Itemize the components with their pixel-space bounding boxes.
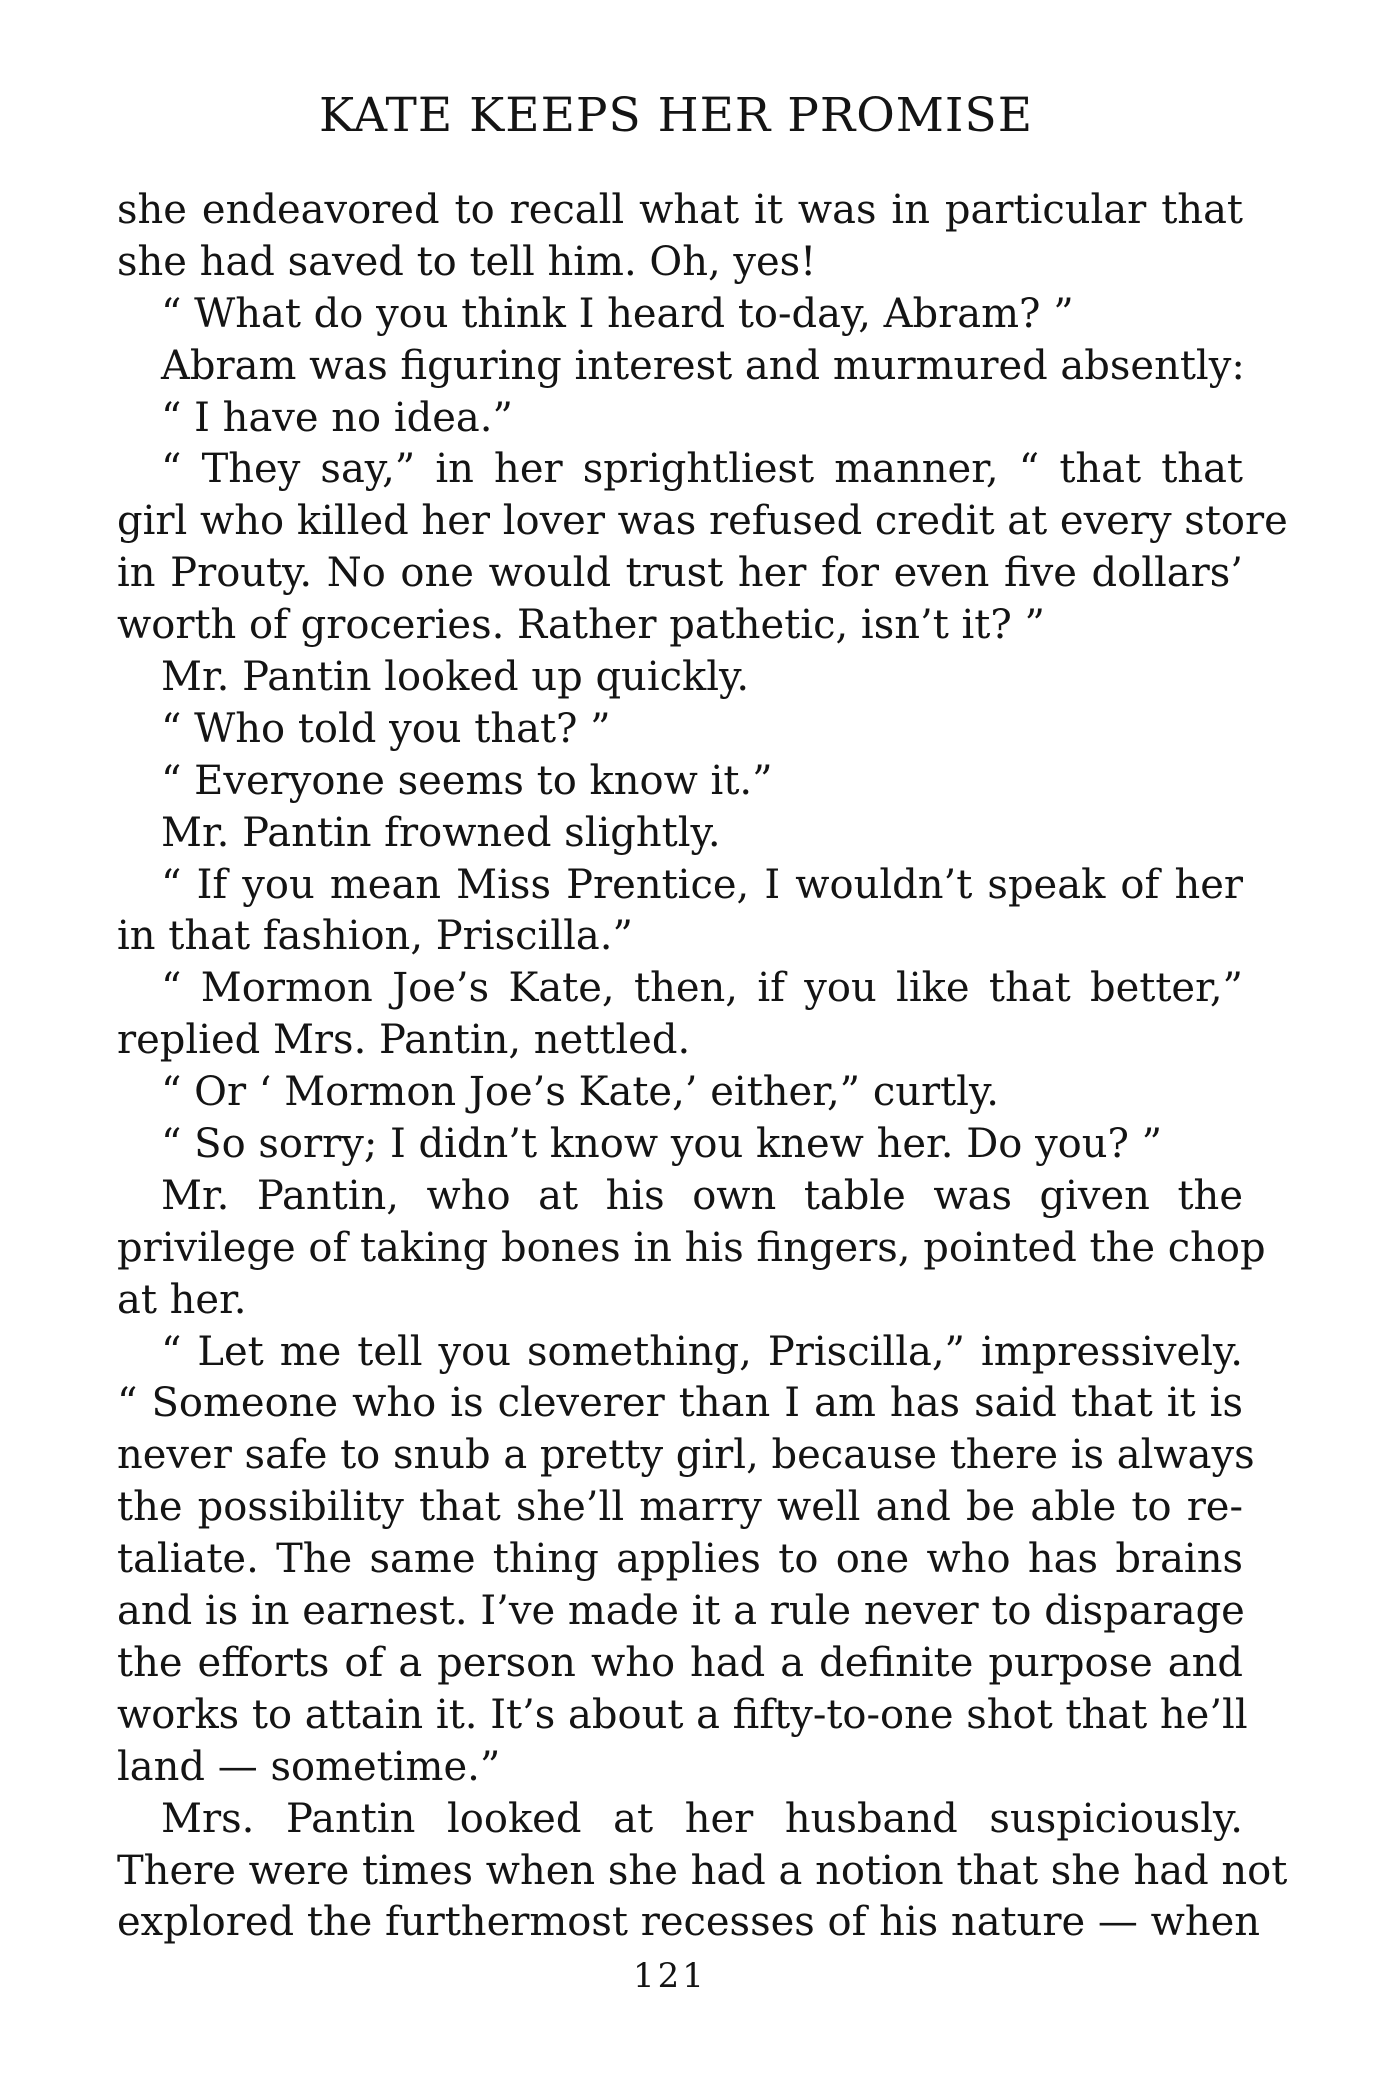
text-line-32: Mrs. Pantin looked at her husband suspiciously.: [161, 1795, 1243, 1842]
text-line-33: There were times when she had a notion that she had not: [117, 1847, 1288, 1894]
running-head: KATE KEEPS HER PROMISE: [318, 88, 1034, 143]
text-line-9: worth of groceries. Rather pathetic, isn’t it? ”: [117, 602, 1045, 649]
text-line-20: Mr. Pantin, who at his own table was given the: [161, 1172, 1243, 1219]
text-line-15: in that fashion, Priscilla.”: [117, 913, 633, 960]
text-line-19: “ So sorry; I didn’t know you knew her. Do you? ”: [161, 1121, 1163, 1168]
page-number: 121: [633, 1956, 707, 1996]
text-line-18: “ Or ‘ Mormon Joe’s Kate,’ either,” curtly.: [161, 1069, 999, 1116]
text-line-21: privilege of taking bones in his fingers, pointed the chop: [117, 1224, 1266, 1271]
text-line-7: girl who killed her lover was refused credit at every store: [117, 498, 1288, 545]
text-line-11: “ Who told you that? ”: [161, 705, 611, 752]
text-line-13: Mr. Pantin frowned slightly.: [161, 809, 721, 856]
text-line-5: “ I have no idea.”: [161, 394, 513, 441]
body-text: [117, 185, 1288, 1949]
text-line-8: in Prouty. No one would trust her for even five dollars’: [117, 550, 1243, 597]
text-line-30: works to attain it. It’s about a fifty-to-one shot that he’ll: [117, 1691, 1248, 1738]
text-line-31: land — sometime.”: [117, 1743, 501, 1790]
text-line-28: and is in earnest. I’ve made it a rule never to disparage: [117, 1588, 1245, 1635]
text-line-16: “ Mormon Joe’s Kate, then, if you like that better,”: [161, 965, 1243, 1012]
text-line-25: never safe to snub a pretty girl, because there is always: [117, 1432, 1255, 1479]
text-line-26: the possibility that she’ll marry well and be able to re-: [117, 1484, 1243, 1531]
text-line-23: “ Let me tell you something, Priscilla,” impressively.: [161, 1328, 1243, 1375]
text-line-27: taliate. The same thing applies to one who has brains: [117, 1536, 1243, 1583]
text-line-6: “ They say,” in her sprightliest manner, “ that that: [161, 446, 1243, 493]
text-line-12: “ Everyone seems to know it.”: [161, 757, 773, 804]
text-line-17: replied Mrs. Pantin, nettled.: [117, 1017, 691, 1064]
text-line-4: Abram was figuring interest and murmured absently:: [161, 342, 1245, 389]
text-line-10: Mr. Pantin looked up quickly.: [161, 654, 750, 701]
text-line-34: explored the furthermost recesses of his nature — when: [117, 1899, 1261, 1946]
text-line-29: the efforts of a person who had a definite purpose and: [117, 1639, 1243, 1686]
text-line-2: she had saved to tell him. Oh, yes!: [117, 238, 817, 285]
text-line-24: “ Someone who is cleverer than I am has said that it is: [117, 1380, 1243, 1427]
text-line-1: she endeavored to recall what it was in particular that: [117, 187, 1243, 233]
text-line-22: at her.: [117, 1276, 247, 1323]
text-line-3: “ What do you think I heard to-day, Abram? ”: [161, 290, 1074, 337]
text-line-14: “ If you mean Miss Prentice, I wouldn’t speak of her: [161, 861, 1243, 908]
